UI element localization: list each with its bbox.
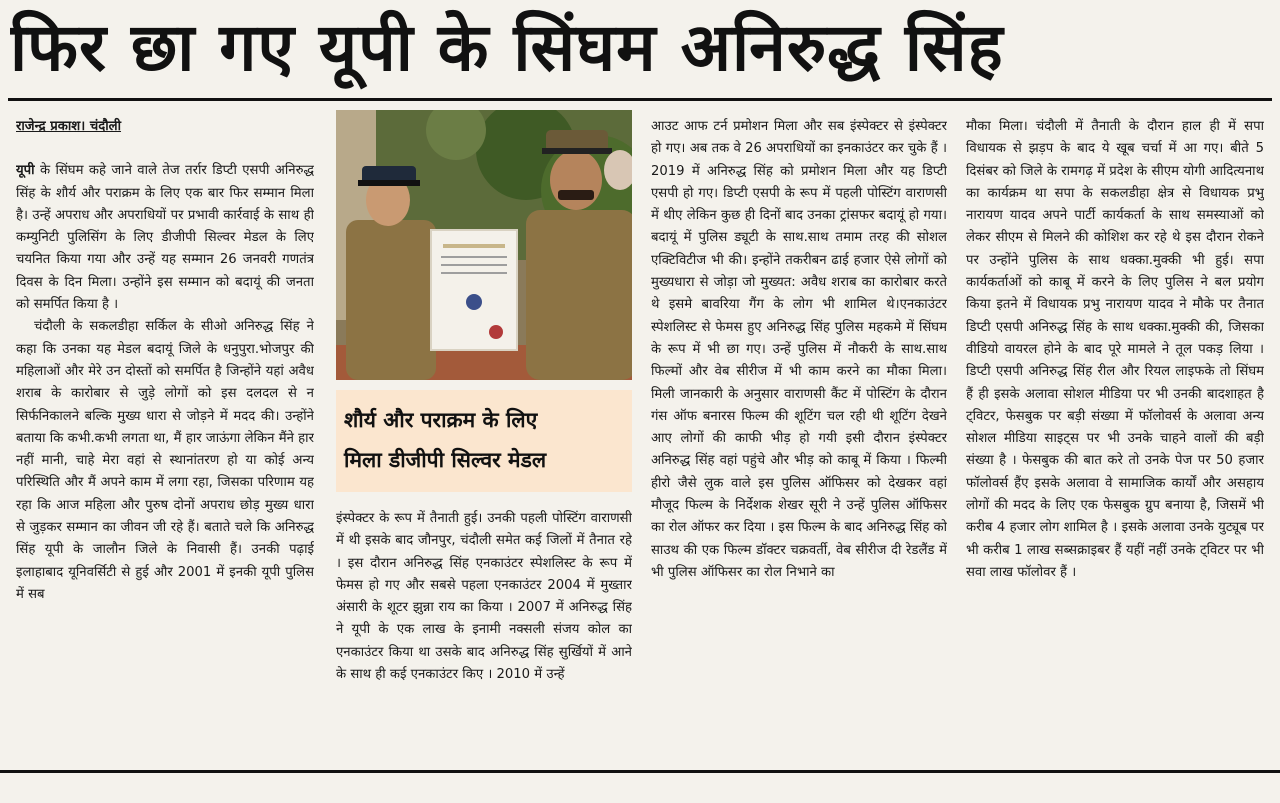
column-3 (651, 116, 947, 762)
paragraph-1-text: के सिंघम कहे जाने वाले तेज तर्रार डिप्टी एसपी अनिरुद्ध सिंह के शौर्य और पराक्रम के लिए एक बार फिर सम्मान मिला है। उन्हें अपराध और अपराधियों पर प्रभावी कार्रवाई के साथ ही कम्युनिटी पुलिसिंग के लिए डीजीपी सिल्वर मेडल के लिए चयनित किया गया और उन्हें यह सम्मान 26 जनवरी गणतंत्र दिवस के दिन मिला। उन्होंने इस सम्मान को बदायूं की जनता को समर्पित किया है । (16, 163, 314, 313)
byline: राजेन्द्र प्रकाश। चंदौली (16, 119, 122, 134)
column-2-text: इंस्पेक्टर के रूप में तैनाती हुई। उनकी पहली पोस्टिंग वाराणसी में थी इसके बाद जौनपुर, चंदौली समेत कई जिलों में तैनात रहे । इस दौरान अनिरुद्ध सिंह एनकाउंटर स्पेशलिस्ट के रूप में फेमस हो गए और सबसे पहला एनकाउंटर 2004 में मुख्तार अंसारी के शूटर झुन्ना राय का किया । 2007 में अनिरुद्ध सिंह ने यूपी के एक लाख के इनामी नक्सली संजय कोल का एनकाउंटर किया था उसके बाद अनिरुद्ध सिंह सुर्खियों में आने के साथ ही कई एनकाउंटर किए । 2010 में उन्हें (336, 511, 632, 683)
paragraph-2: चंदौली के सकलडीहा सर्किल के सीओ अनिरुद्ध सिंह ने कहा कि उनका यह मेडल बदायूं जिले के धनुपुरा.भोजपुर की महिलाओं और मेरे उन दोस्तों को समर्पित है जिन्होंने यहां अवैध शराब के कारोबार से जुड़े लोगों को इस दलदल से न सिर्फनिकालने बल्कि मुख्य धारा से जोड़ने में मदद की। उन्होंने बताया कि कभी.कभी लगता था, मैं हार जाऊंगा लेकिन मैंने हार नहीं मानी, चाहे मेरा वहां से स्थानांतरण हो या कोई अन्य परिस्थिति और मैं अपने काम में लगा रहा, जिसका परिणाम यह रहा कि आज महिला और पुरुष दोनों अपराध छोड़ मुख्य धारा से जुड़कर सम्मान का जीवन जी रहे हैं। बताते चले कि अनिरुद्ध सिंह यूपी के जालौन जिले के निवासी हैं। उनकी पढ़ाई इलाहाबाद यूनिवर्सिटी से हुई और 2001 में इनकी यूपी पुलिस में सब (16, 319, 314, 602)
subheadline-line-1: शौर्य और पराक्रम के लिए (344, 408, 538, 432)
paragraph-1 (16, 160, 314, 316)
subheadline (336, 390, 632, 492)
column-2 (336, 508, 632, 762)
lead-word: यूपी (16, 163, 35, 179)
top-rule (8, 98, 1272, 101)
award-photo (336, 110, 632, 380)
subheadline-line-2: मिला डीजीपी सिल्वर मेडल (344, 448, 547, 472)
column-4 (966, 116, 1264, 762)
column-4-text: मौका मिला। चंदौली में तैनाती के दौरान हाल ही में सपा विधायक से झड़प के बाद ये खूब चर्चा में आ गए। बीते 5 दिसंबर को जिले के रामगढ़ में प्रदेश के सीएम योगी आदित्यनाथ का कार्यक्रम था सपा के सकलडीहा क्षेत्र से विधायक प्रभु नारायण यादव अपने पार्टी कार्यकर्ता के साथ समस्याओं को लेकर सीएम से मिलने की कोशिश कर रहे थे इस दौरान रोकने पर उन्होंने पुलिस के साथ धक्का.मुक्की भी हुई। सपा कार्यकर्ताओं को काबू में करने के लिए पुलिस ने बल प्रयोग किया इतने में विधायक प्रभु नारायण यादव ने मौके पर तैनात डिप्टी एसपी अनिरुद्ध सिंह के साथ धक्का.मुक्की की, जिसका वीडियो वायरल होने के बाद पूरे मामले ने तूल पकड़ लिया । डिप्टी एसपी अनिरुद्ध सिंह रील और रियल लाइफके तो सिंघम हैं ही इसके अलावा सोशल मीडिया पर भी उनकी बादशाहत है ट्विटर, फेसबुक पर बड़ी संख्या में फॉलोवर्स के अलावा अन्य सोशल मीडिया साइट्स पर भी उनके चाहने वालों की बड़ी संख्या है । फेसबुक की बात करे तो उनके पेज पर 50 हजार फॉलोवर्स हैंए इसके अलावा वे सामाजिक कार्यों और असहाय लोगों की मदद के लिए एक फेसबुक ग्रुप बनाया है, जिसमें भी करीब 4 हजार लोग शामिल है । इसके अलावा उनके युट्यूब पर भी करीब 1 लाख सब्सक्राइबर हैं यहीं नहीं उनके ट्विटर पर भी सवा लाख फॉलोवर हैं । (966, 119, 1264, 580)
column-1 (16, 116, 314, 762)
bottom-rule (0, 770, 1280, 773)
column-3-text: आउट आफ टर्न प्रमोशन मिला और सब इंस्पेक्टर से इंस्पेक्टर हो गए। अब तक वे 26 अपराधियों का इनकाउंटर कर चुके हैं । 2019 में अनिरुद्ध सिंह को प्रमोशन मिला और यह डिप्टी एसपी हो गए। डिप्टी एसपी के रूप में पहली पोस्टिंग वाराणसी में थीए लेकिन कुछ ही दिनों बाद उनका ट्रांसफर बदायूं हो गया। बदायूं में पुलिस ड्यूटी के साथ.साथ तमाम तरह की सोशल एक्टिविटीज भी की। इन्होंने तकरीबन ढाई हजार ऐसे लोगों को मुख्यधारा से जोड़ा जो मुख्यत: अवैध शराब का कारोबार करते थे इसमे बावरिया गैंग के लोग भी शामिल थे।एनकाउंटर स्पेशलिस्ट से फेमस हुए अनिरुद्ध सिंह पुलिस महकमे में सिंघम के रूप में भी छा गए। उन्हें पुलिस में नौकरी के साथ.साथ फिल्मों और वेब सीरीज में भी काम करने का मौका मिला। मिली जानकारी के अनुसार वाराणसी कैंट में पोस्टिंग के दौरान गंस ऑफ बनारस फिल्म की शूटिंग चल रही थी शूटिंग देखने आए लोगों की काफी भीड़ हो गयी इसी दौरान इंस्पेक्टर अनिरुद्ध सिंह वहां पहुंचे और भीड़ को काबू में किया । फिल्मी हीरो जैसे लुक वाले इस पुलिस ऑफिसर को देखकर वहां मौजूद फिल्म के निर्देशक शेखर सूरी ने उन्हें पुलिस ऑफिसर का रोल ऑफर कर दिया । इस फिल्म के बाद अनिरुद्ध सिंह को साउथ की एक फिल्म डॉक्टर चक्रवर्ती, वेब सीरीज दी रेडलैंड में भी पुलिस ऑफिसर का रोल निभाने का (651, 119, 947, 580)
headline: फिर छा गए यूपी के सिंघम अनिरुद्ध सिंह (10, 9, 1004, 86)
